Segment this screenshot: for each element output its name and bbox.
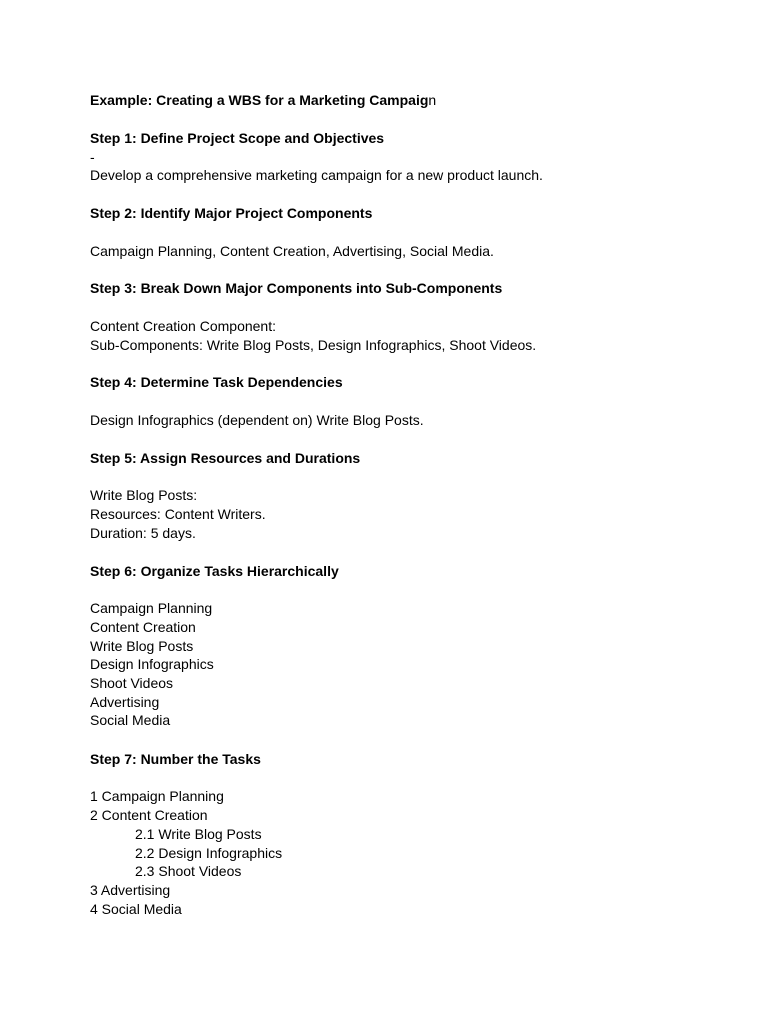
step5-line: Resources: Content Writers. <box>90 506 266 522</box>
step6-item: Social Media <box>90 712 171 728</box>
step6-heading: Step 6: Organize Tasks Hierarchically <box>90 563 339 579</box>
step3-heading: Step 3: Break Down Major Components into Sub-Components <box>90 280 503 296</box>
step2-text: Campaign Planning, Content Creation, Advertising, Social Media. <box>90 243 494 259</box>
step3-line: Content Creation Component: <box>90 318 276 334</box>
step7-heading: Step 7: Number the Tasks <box>90 751 261 767</box>
step6-item: Campaign Planning <box>90 600 213 616</box>
step4-text: Design Infographics (dependent on) Write Blog Posts. <box>90 412 424 428</box>
step6-item: Write Blog Posts <box>90 638 194 654</box>
document-title-bold: Example: Creating a WBS for a Marketing Campaig <box>90 92 429 108</box>
document-title-tail: n <box>428 92 437 108</box>
step1-text: Develop a comprehensive marketing campaign for a new product launch. <box>90 167 543 183</box>
document-title <box>90 91 436 110</box>
step7-subitem: 2.2 Design Infographics <box>135 845 283 861</box>
step6-item: Design Infographics <box>90 656 214 672</box>
step6-item: Advertising <box>90 694 160 710</box>
step1-heading: Step 1: Define Project Scope and Objectives <box>90 130 385 146</box>
step5-heading: Step 5: Assign Resources and Durations <box>90 450 361 466</box>
step5-line: Duration: 5 days. <box>90 525 196 541</box>
step5-line: Write Blog Posts: <box>90 487 198 503</box>
step7-item: 4 Social Media <box>90 901 182 917</box>
step6-item: Content Creation <box>90 619 196 635</box>
step1-dash: - <box>90 149 95 165</box>
step7-item: 2 Content Creation <box>90 807 208 823</box>
step4-heading: Step 4: Determine Task Dependencies <box>90 374 343 390</box>
step6-item: Shoot Videos <box>90 675 174 691</box>
step7-item: 3 Advertising <box>90 882 171 898</box>
step2-heading: Step 2: Identify Major Project Components <box>90 205 373 221</box>
step3-line: Sub-Components: Write Blog Posts, Design Infographics, Shoot Videos. <box>90 337 537 353</box>
step7-item: 1 Campaign Planning <box>90 788 224 804</box>
step7-subitem: 2.1 Write Blog Posts <box>135 826 262 842</box>
step7-subitem: 2.3 Shoot Videos <box>135 863 242 879</box>
